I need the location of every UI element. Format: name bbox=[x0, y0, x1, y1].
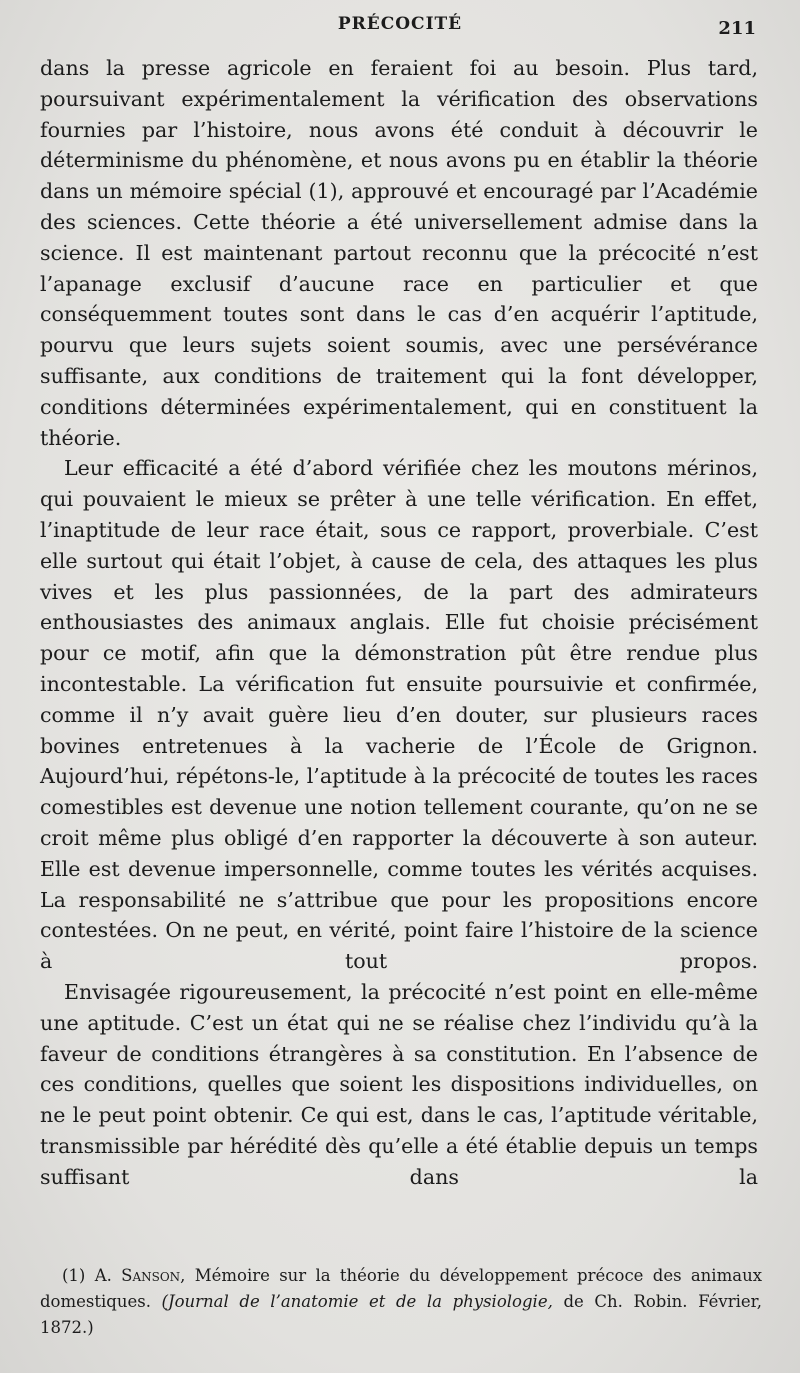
running-head bbox=[44, 14, 756, 42]
running-title: PRÉCOCITÉ bbox=[337, 14, 463, 34]
footnote-title: Mémoire sur la théorie du développement précoce des animaux domestiques. bbox=[40, 1266, 763, 1311]
paragraph-1: dans la presse agricole en feraient foi au besoin. Plus tard, poursuivant expérimentalement la vérification des observations fournies par l’histoire, nous avons été conduit à découvrir le déterminisme du phénomène, et nous avons pu en établir la théorie dans un mémoire spécial (1), approuvé et encouragé par l’Académie des sciences. Cette théorie a été universellement admise dans la science. Il est maintenant partout reconnu que la précocité n’est l’apanage exclusif d’aucune race en particulier et que conséquemment toutes sont dans le cas d’en acquérir l’aptitude, pourvu que leurs sujets soient soumis, avec une persévérance suffisante, aux conditions de traitement qui la font développer, conditions déterminées expérimentalement, qui en constituent la théorie. bbox=[40, 56, 758, 450]
footnote-marker: (1) bbox=[62, 1266, 86, 1285]
footnote-author: A. Sanson, bbox=[94, 1266, 186, 1285]
paragraph-2: Leur efficacité a été d’abord vérifiée chez les moutons mérinos, qui pouvaient le mieux se prêter à une telle vérification. En effet, l’inaptitude de leur race était, sous ce rapport, proverbiale. C’est elle surtout qui était l’objet, à cause de cela, des attaques les plus vives et les plus passionnées, de la part des admirateurs enthousiastes des animaux anglais. Elle fut choisie précisément pour ce motif, afin que la démonstration pût être rendue plus incontestable. La vérification fut ensuite poursuivie et confirmée, comme il n’y avait guère lieu d’en douter, sur plusieurs races bovines entretenues à la vacherie de l’École de Grignon. Aujourd’hui, répétons-le, l’aptitude à la précocité de toutes les races comestibles est devenue une notion tellement courante, qu’on ne se croit même plus obligé d’en rapporter la découverte à son auteur. Elle est devenue impersonnelle, comme toutes les vérités acquises. La responsabilité ne s’attribue que pour les propositions encore contestées. On ne peut, en vérité, point faire l’histoire de la science à tout propos. bbox=[40, 456, 758, 974]
footnote bbox=[40, 1263, 762, 1341]
footnote-journal: (Journal de l’anatomie et de la physiologie, bbox=[161, 1292, 553, 1311]
footnote-publisher: de Ch. Robin. Février, 1872.) bbox=[40, 1292, 762, 1337]
paragraph-3: Envisagée rigoureusement, la précocité n’est point en elle-même une aptitude. C’est un état qui ne se réalise chez l’individu qu’à la faveur de conditions étrangères à sa constitution. En l’absence de ces conditions, quelles que soient les dispositions individuelles, on ne le peut point obtenir. Ce qui est, dans le cas, l’aptitude véritable, transmissible par hérédité dès qu’elle a été établie depuis un temps suffisant dans la bbox=[40, 979, 758, 1189]
page-number: 211 bbox=[718, 18, 756, 39]
body-text bbox=[40, 53, 758, 1192]
